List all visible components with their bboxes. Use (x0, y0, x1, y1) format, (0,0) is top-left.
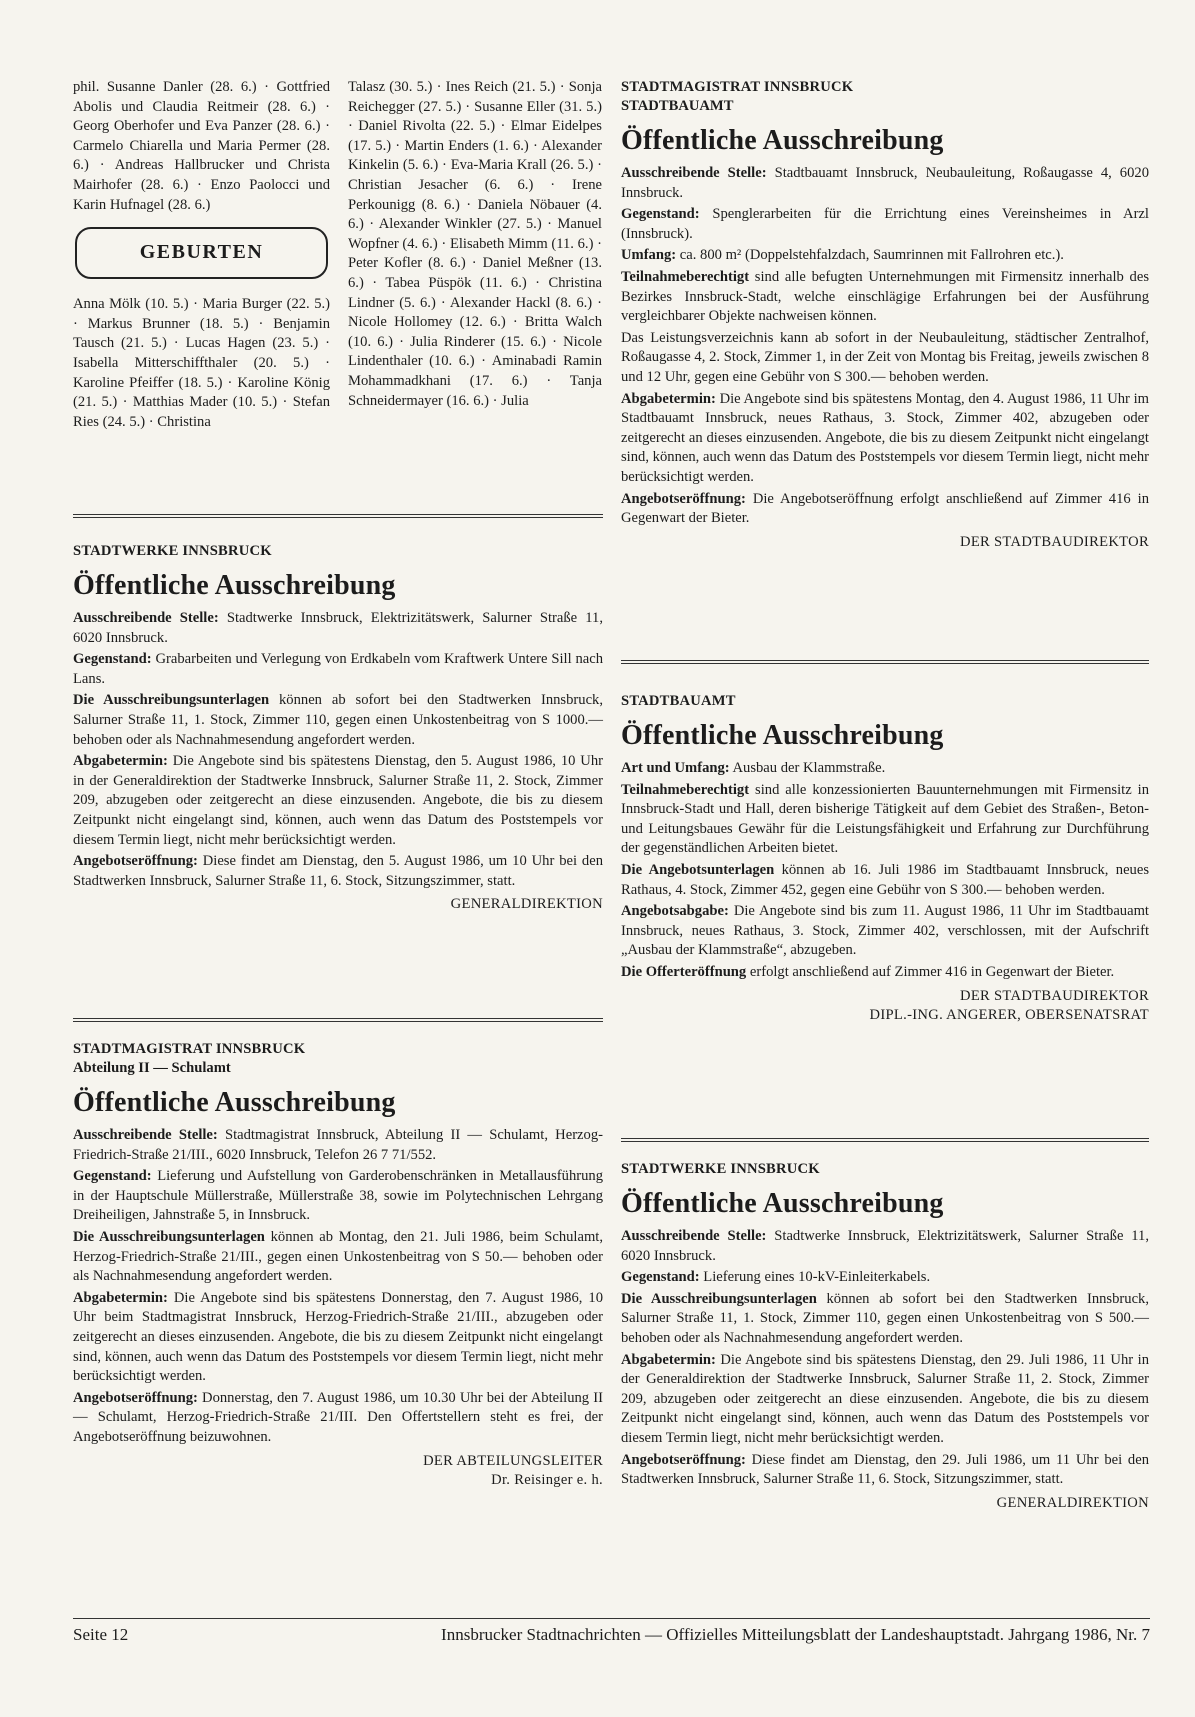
notice-paragraph: Ausschreibende Stelle: Stadtwerke Innsbruck, Elektrizitätswerk, Salurner Straße 11, 6020 Innsbruck. (73, 610, 603, 646)
notice-paragraph: Ausschreibende Stelle: Stadtbauamt Innsbruck, Neubauleitung, Roßaugasse 4, 6020 Innsbruck. (621, 165, 1149, 201)
divider (73, 1018, 603, 1022)
notice-org: STADTWERKE INNSBRUCK (621, 1161, 820, 1177)
births-text-continued: Talasz (30. 5.) · Ines Reich (21. 5.) · Sonja Reichegger (27. 5.) · Susanne Eller (31. 5.) · Daniel Rivolta (22. 5.) · Elmar Eidelpes (17. 5.) · Martin Enders (1. 6.) · Alexander Kinkelin (5. 6.) · Eva-Maria Krall (26. 5.) · Christian Jesacher (6. 6.) · Irene Perkounigg (8. 6.) · Daniela Nöbauer (4. 6.) · Alexander Winkler (27. 5.) · Manuel Wopfner (4. 6.) · Elisabeth Mimm (11. 6.) · Peter Kofler (8. 6.) · Daniel Meßner (13. 6.) · Tabea Püspök (11. 6.) · Christina Lindner (5. 6.) · Alexander Hackl (8. 6.) · Nicole Hollomey (12. 6.) · Britta Walch (10. 6.) · Julia Rinderer (15. 6.) · Nicole Lindenthaler (10. 6.) · Aminabadi Ramin Mohammadkhani (17. 6.) · Tanja Schneidermayer (16. 6.) · Julia (348, 79, 602, 409)
notice-paragraph: Angebotsabgabe: Die Angebote sind bis zum 11. August 1986, 11 Uhr im Stadtbauamt Innsbruck, neues Rathaus, 3. Stock, Zimmer 402, verschlossen, mit der Aufschrift „Ausbau der Klammstraße“, abzugeben. (621, 903, 1149, 959)
notice-dept: Abteilung II — Schulamt (73, 1060, 231, 1076)
notice-paragraph: Die Ausschreibungsunterlagen können ab sofort bei den Stadtwerken Innsbruck, Salurner Straße 11, 1. Stock, Zimmer 110, gegen einen Unkostenbeitrag von S 500.— behoben oder als Nachnahmesendung angefordert werden. (621, 1290, 1149, 1346)
notice-signature-name: DIPL.-ING. ANGERER, OBERSENATSRAT (869, 1007, 1149, 1024)
notice-paragraph: Die Offerteröffnung erfolgt anschließend auf Zimmer 416 in Gegenwart der Bieter. (621, 963, 1115, 980)
notice-paragraph: Angebotseröffnung: Diese findet am Dienstag, den 29. Juli 1986, um 11 Uhr bei den Stadtwerken Innsbruck, Salurner Straße 11, 6. Stock, Sitzungszimmer, statt. (621, 1451, 1149, 1488)
notice-paragraph: Abgabetermin: Die Angebote sind bis spätestens Donnerstag, den 7. August 1986, 10 Uhr beim Stadtmagistrat Innsbruck, Herzog-Friedrich-Straße 21/III., abzugeben oder zeitgerecht an dieses einzusenden. Angebote, die bis zu diesem Zeitpunkt nicht eingelangt sind, können, auch wenn das Datum des Poststempels vor diesem Termin liegt, nicht mehr berücksichtigt werden. (73, 1289, 603, 1385)
notice-paragraph: Gegenstand: Spenglerarbeiten für die Errichtung eines Vereinsheimes in Arzl (Innsbruck). (621, 206, 1149, 242)
notice-paragraph: Die Angebotsunterlagen können ab 16. Juli 1986 im Stadtbauamt Innsbruck, neues Rathaus, 4. Stock, Zimmer 452, gegen eine Gebühr von S 300.— behoben werden. (621, 861, 1149, 898)
notice-org: STADTBAUAMT (621, 693, 736, 709)
notice-paragraph: Abgabetermin: Die Angebote sind bis spätestens Dienstag, den 5. August 1986, 10 Uhr in der Generaldirektion der Stadtwerke Innsbruck, Salurner Straße 11, 2. Stock, Zimmer 209, abzugeben oder zeitgerecht an diese einzusenden. Angebote, die bis zu diesem Zeitpunkt nicht eingelangt sind, können, auch wenn das Datum des Poststempels vor diesem Termin liegt, nicht mehr berücksichtigt werden. (73, 753, 603, 848)
notice-signature: GENERALDIREKTION (450, 896, 603, 913)
notice-paragraph: Angebotseröffnung: Die Angebotseröffnung erfolgt anschließend auf Zimmer 416 in Gegenwart der Bieter. (621, 490, 1149, 527)
notice-paragraph: Das Leistungsverzeichnis kann ab sofort in der Neubauleitung, städtischer Zentralhof, Roßaugasse 4, 2. Stock, Zimmer 1, in der Zeit von Montag bis Freitag, jeweils zwischen 8 und 12 Uhr, gegen eine Gebühr von S 300.— behoben werden. (621, 329, 1149, 385)
notice-paragraph: Gegenstand: Lieferung und Aufstellung von Garderobenschränken in Metallausführung in der Hauptschule Müllerstraße, Müllerstraße 38, sowie im Polytechnischen Lehrgang Dreiheiligen, Jahnstraße 5, in Innsbruck. (73, 1168, 603, 1224)
announcements-col-b (348, 78, 602, 411)
notice-paragraph: Die Ausschreibungsunterlagen können ab Montag, den 21. Juli 1986, beim Schulamt, Herzog-Friedrich-Straße 21/III., gegen einen Unkostenbeitrag von S 50.— behoben oder als Nachnahmesendung angefordert werden. (73, 1228, 603, 1285)
notice-stadtwerke-1 (73, 542, 603, 915)
publication-line: Innsbrucker Stadtnachrichten — Offizielles Mitteilungsblatt der Landeshauptstadt. Jahrgang 1986, Nr. 7 (441, 1625, 1150, 1644)
notice-signature: DER ABTEILUNGSLEITER (423, 1452, 603, 1469)
notice-paragraph: Angebotseröffnung: Donnerstag, den 7. August 1986, um 10.30 Uhr bei der Abteilung II — Schulamt, Herzog-Friedrich-Straße 21/III. Den Offertstellern steht es frei, der Angebotseröffnung beizuwohnen. (73, 1389, 603, 1445)
notice-title: Öffentliche Ausschreibung (621, 1188, 944, 1219)
births-text: Anna Mölk (10. 5.) · Maria Burger (22. 5.) · Markus Brunner (18. 5.) · Benjamin Tausch (21. 5.) · Lucas Hagen (23. 5.) · Isabella Mitterschiffthaler (20. 5.) · Karoline Pfeiffer (18. 5.) · Karoline König (21. 5.) · Matthias Mader (10. 5.) · Stefan Ries (24. 5.) · Christina (73, 296, 330, 430)
notice-stadtbauamt-spengler (621, 78, 1149, 552)
notice-paragraph: Gegenstand: Lieferung eines 10-kV-Einleiterkabels. (621, 1269, 931, 1286)
notice-paragraph: Gegenstand: Grabarbeiten und Verlegung von Erdkabeln vom Kraftwerk Untere Sill nach Lans. (73, 651, 603, 687)
notice-paragraph: Art und Umfang: Ausbau der Klammstraße. (621, 760, 886, 776)
notice-dept: STADTBAUAMT (621, 98, 734, 114)
notice-signature: GENERALDIREKTION (996, 1494, 1149, 1511)
notice-title: Öffentliche Ausschreibung (621, 125, 944, 156)
notice-org: STADTMAGISTRAT INNSBRUCK (621, 79, 854, 95)
notice-title: Öffentliche Ausschreibung (73, 570, 396, 601)
births-heading-box (75, 227, 328, 279)
births-heading: GEBURTEN (139, 241, 264, 264)
notice-paragraph: Die Ausschreibungsunterlagen können ab sofort bei den Stadtwerken Innsbruck, Salurner Straße 11, 1. Stock, Zimmer 110, gegen einen Unkostenbeitrag von S 1000.— behoben oder als Nachnahmesendung angefordert werden. (73, 692, 603, 748)
notice-signature: DER STADTBAUDIREKTOR (959, 987, 1149, 1004)
page-footer (73, 1618, 1150, 1645)
notice-org: STADTMAGISTRAT INNSBRUCK (73, 1041, 306, 1057)
notice-paragraph: Angebotseröffnung: Diese findet am Dienstag, den 5. August 1986, um 10 Uhr bei den Stadtwerken Innsbruck, Salurner Straße 11, 6. Stock, Sitzungszimmer, statt. (73, 853, 603, 889)
notice-stadtwerke-2 (621, 1160, 1149, 1513)
divider (621, 660, 1149, 664)
notice-paragraph: Ausschreibende Stelle: Stadtwerke Innsbruck, Elektrizitätswerk, Salurner Straße 11, 6020 Innsbruck. (621, 1228, 1149, 1264)
notice-paragraph: Ausschreibende Stelle: Stadtmagistrat Innsbruck, Abteilung II — Schulamt, Herzog-Friedrich-Straße 21/III., 6020 Innsbruck, Telefon 26 7 71/552. (73, 1127, 603, 1163)
notice-paragraph: Umfang: ca. 800 m² (Doppelstehfalzdach, Saumrinnen mit Fallrohren etc.). (621, 247, 1064, 264)
notice-title: Öffentliche Ausschreibung (621, 720, 944, 751)
notice-paragraph: Abgabetermin: Die Angebote sind bis spätestens Dienstag, den 29. Juli 1986, 11 Uhr in der Generaldirektion der Stadtwerke Innsbruck, Salurner Straße 11, 2. Stock, Zimmer 209, abzugeben oder zeitgerecht an diese einzusenden. Angebote, die bis zu diesem Zeitpunkt nicht eingelangt sind, können, auch wenn das Datum des Poststempels vor diesem Termin liegt, nicht mehr berücksichtigt werden. (621, 1351, 1149, 1446)
notice-paragraph: Teilnahmeberechtigt sind alle konzessionierten Bauunternehmungen mit Firmensitz in Innsbruck-Stadt und Hall, deren bisherige Tätigkeit auf dem Gebiet des Straßen-, Beton- und Leitungsbaues Gewähr für die Leistungsfähigkeit und Erfahrung zur Durchführung der gegenständlichen Arbeiten bietet. (621, 781, 1149, 857)
divider (73, 514, 603, 518)
notice-schulamt (73, 1040, 603, 1491)
notice-title: Öffentliche Ausschreibung (73, 1087, 396, 1118)
divider (621, 1138, 1149, 1142)
notice-paragraph: Abgabetermin: Die Angebote sind bis spätestens Montag, den 4. August 1986, 11 Uhr im Stadtbauamt Innsbruck, neues Rathaus, 3. Stock, Zimmer 402, abzugeben oder zeitgerecht an dieses einzusenden. Angebote, die bis zu diesem Zeitpunkt nicht eingelangt sind, können, auch wenn das Datum des Poststempels vor diesem Termin liegt, nicht mehr berücksichtigt werden. (621, 390, 1149, 485)
notice-org: STADTWERKE INNSBRUCK (73, 543, 272, 559)
page-number: Seite 12 (73, 1625, 129, 1644)
notice-signature-name: Dr. Reisinger e. h. (491, 1472, 603, 1489)
notice-paragraph: Teilnahmeberechtigt sind alle befugten Unternehmungen mit Firmensitz innerhalb des Bezirkes Innsbruck-Stadt, welche einschlägige Erfahrungen bei der Ausführung vergleichbarer Objekte nachweisen können. (621, 268, 1149, 325)
notice-signature: DER STADTBAUDIREKTOR (959, 533, 1149, 550)
notice-stadtbauamt-klammstrasse (621, 692, 1149, 1026)
announcements-col-a (73, 78, 330, 432)
marriages-text: phil. Susanne Danler (28. 6.) · Gottfried Abolis und Claudia Reitmeir (28. 6.) · Georg Oberhofer und Eva Panzer (28. 6.) · Carmelo Chiarella und Maria Permer (28. 6.) · Andreas Hallbrucker und Christa Mairhofer (28. 6.) · Enzo Paolocci und Karin Hufnagel (28. 6.) (73, 79, 330, 213)
